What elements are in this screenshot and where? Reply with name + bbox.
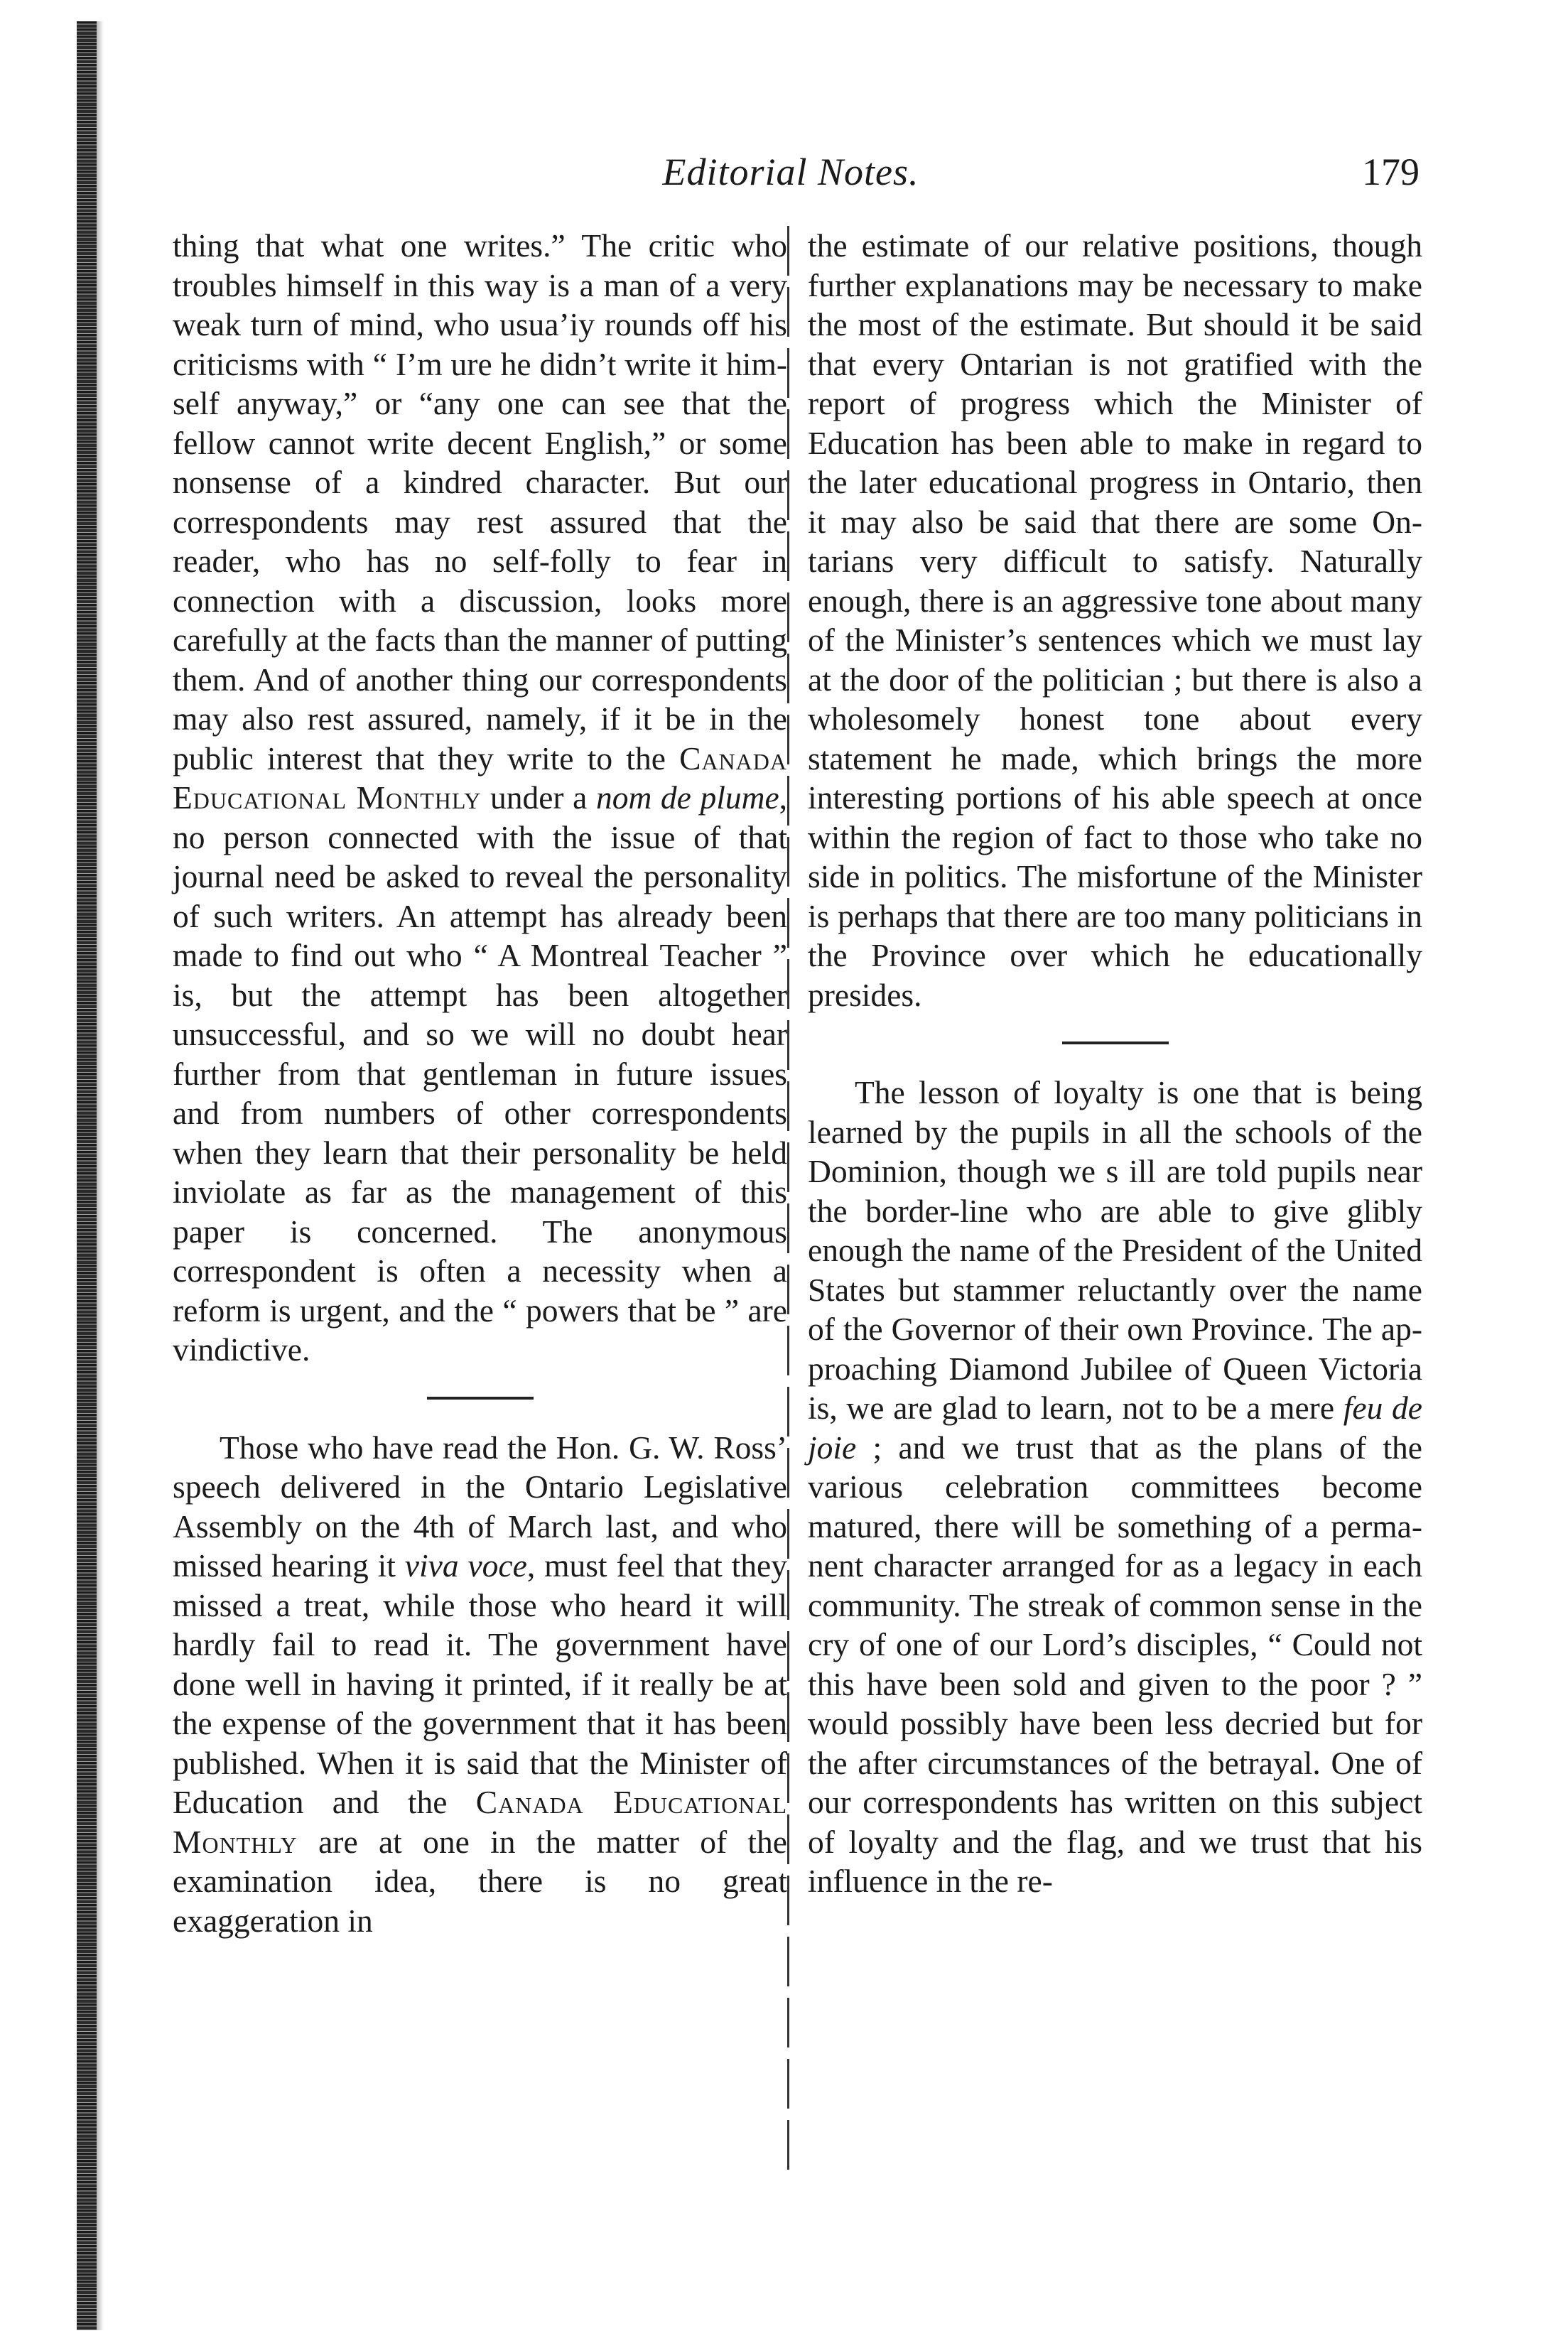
right-p2-text-b: ; and we trust that as the plans of the various celebration committees become matured, there will be something of a permanent character arranged for as a legacy in each community. The streak of common sense in the cry of one of our Lord’s disciples, “ Could not this have been sold and given to the poor ? ” would possibly have been less decried but for the after circumstances of the betrayal. One of our correspondents has written on this subject of loyalty and the flag, and we trust that his influence in the re- bbox=[808, 1429, 1422, 1899]
column-divider bbox=[787, 226, 789, 2173]
page-binding-edge bbox=[77, 21, 97, 2330]
left-paragraph-2 bbox=[173, 1428, 787, 1941]
left-p1-journal-name: Canada Educational Monthly bbox=[173, 740, 787, 816]
left-p2-journal-name: Canada Educational Monthly bbox=[173, 1784, 787, 1860]
running-title: Editorial Notes. bbox=[662, 151, 919, 193]
left-p2-text-a: Those who have read the Hon. G. W. Ross’ speech delivered in the Ontario Legislative Assembly on the 4th of March last, and who missed hearing it bbox=[173, 1429, 787, 1584]
right-paragraph-2 bbox=[808, 1073, 1422, 1901]
left-p1-italic-phrase: nom de plume bbox=[595, 779, 779, 816]
left-paragraph-1 bbox=[173, 226, 787, 1370]
running-head bbox=[162, 149, 1420, 206]
left-column bbox=[173, 226, 787, 1940]
left-p2-text-b: , must feel that they missed a treat, while those who heard it will hardly fail to read it. The government have done well in having it printed, if it really be at the expense of the government that it has been published. When it is said that the Minister of Education and the bbox=[173, 1547, 787, 1820]
right-p2-text-a: The lesson of loyalty is one that is being learned by the pupils in all the schools of the Dominion, though we s ill are told pupils near the border-line who are able to give glibly enough the name of the President of the United States but stammer reluctantly over the name of the Governor of their own Province. The approaching Diamond Jubilee of Queen Victoria is, we are glad to learn, not to be a mere bbox=[808, 1074, 1422, 1426]
page-binding-shadow bbox=[97, 21, 104, 2330]
page-number: 179 bbox=[1362, 151, 1420, 193]
right-section-divider bbox=[1062, 1042, 1169, 1044]
left-p1-text-a: thing that what one writes.” The critic who troubles himself in this way is a man of a very weak turn of mind, who usua’iy rounds off his criticisms with “ I’m ure he didn’t write it himself anyway,” or “any one can see that the fellow cannot write decent English,” or some nonsense of a kindred character. But our correspondents may rest assured that the reader, who has no self-folly to fear in connection with a discussion, looks more carefully at the facts than the manner of putting them. And of another thing our correspondents may also rest assured, namely, if it be in the public interest that they write to the bbox=[173, 227, 787, 777]
left-p2-text-c: are at one in the matter of the examination idea, there is no great exaggeration in bbox=[173, 1823, 787, 1939]
left-p2-italic-phrase: viva voce bbox=[404, 1547, 527, 1584]
right-p2-italic-phrase: feu de joie bbox=[808, 1390, 1422, 1466]
right-paragraph-1: the estimate of our relative positions, though further explanations may be necessary to make the most of the estimate. But should it be said that every Ontarian is not gratified with the report of progress which the Minister of Education has been able to make in regard to the later educational progress in Ontario, then it may also be said that there are some Ontarians very difficult to satisfy. Naturally enough, there is an aggressive tone about many of the Minister’s sentences which we must lay at the door of the politician ; but there is also a wholesomely honest tone about every statement he made, which brings the more interesting portions of his able speech at once within the region of fact to those who take no side in politics. The misfortune of the Minister is perhaps that there are too many politicians in the Province over which he educationally presides. bbox=[808, 227, 1422, 1013]
left-p1-text-c: , no person connected with the issue of that journal need be asked to reveal the personality of such writers. An attempt has already been made to find out who “ A Montreal Teacher ” is, but the attempt has been altogether unsuccessful, and so we will no doubt hear further from that gentleman in future issues and from numbers of other correspondents when they learn that their personality be held inviolate as far as the management of this paper is concerned. The anonymous correspondent is often a necessity when a reform is urgent, and the “ powers that be ” are vindictive. bbox=[173, 779, 788, 1368]
left-section-divider bbox=[427, 1397, 534, 1400]
left-p1-text-b: under a bbox=[481, 779, 596, 816]
right-column bbox=[808, 226, 1422, 1901]
